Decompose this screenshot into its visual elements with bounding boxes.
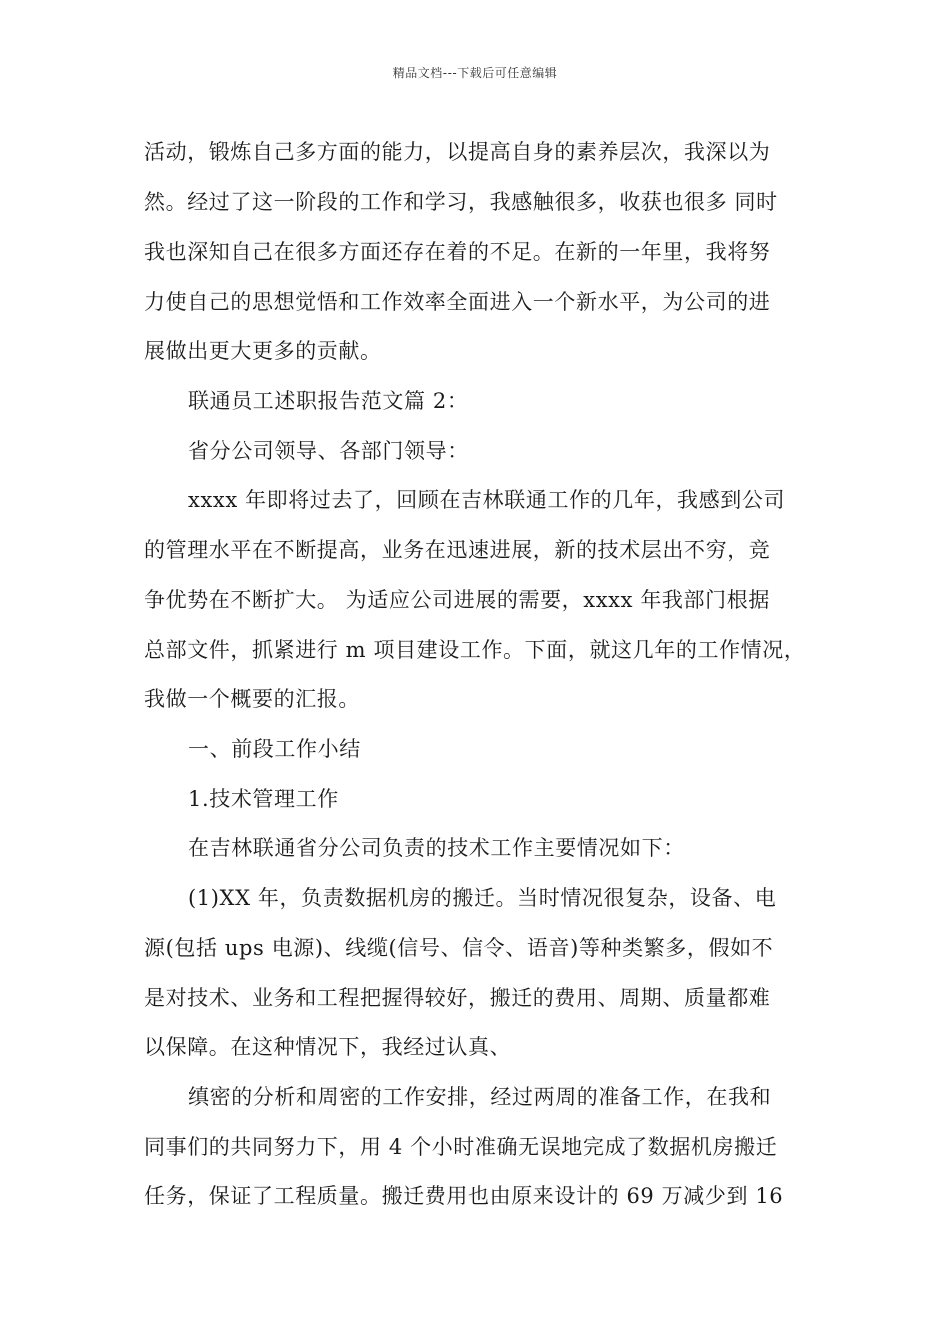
- text-line: 源(包括 ups 电源)、线缆(信号、信令、语音)等种类繁多，假如不: [144, 936, 774, 960]
- text-line: 缜密的分析和周密的工作安排，经过两周的准备工作，在我和: [188, 1085, 772, 1109]
- text-line: 然。经过了这一阶段的工作和学习，我感触很多，收获也很多 同时: [144, 190, 778, 214]
- text-line: 1.技术管理工作: [188, 787, 339, 811]
- text-line: 一、前段工作小结: [188, 737, 361, 761]
- text-line: 我做一个概要的汇报。: [144, 687, 360, 711]
- text-line: 的管理水平在不断提高，业务在迅速进展，新的技术层出不穷，竞: [144, 538, 771, 562]
- page-header: 精品文档---下载后可任意编辑: [392, 66, 558, 80]
- text-line: (1)XX 年，负责数据机房的搬迁。当时情况很复杂，设备、电: [188, 886, 777, 910]
- text-line: 活动，锻炼自己多方面的能力，以提高自身的素养层次，我深以为: [144, 140, 771, 164]
- text-line: 展做出更大更多的贡献。: [144, 339, 382, 363]
- text-line: 联通员工述职报告范文篇 2：: [188, 389, 469, 413]
- text-line: 争优势在不断扩大。 为适应公司进展的需要，xxxx 年我部门根据: [144, 588, 770, 612]
- text-line: xxxx 年即将过去了，回顾在吉林联通工作的几年，我感到公司: [188, 488, 786, 512]
- text-line: 力使自己的思想觉悟和工作效率全面进入一个新水平，为公司的进: [144, 290, 771, 314]
- text-line: 总部文件，抓紧进行 m 项目建设工作。下面，就这几年的工作情况，: [144, 638, 806, 662]
- text-line: 在吉林联通省分公司负责的技术工作主要情况如下：: [188, 836, 685, 860]
- text-line: 省分公司领导、各部门领导：: [188, 439, 469, 463]
- text-line: 我也深知自己在很多方面还存在着的不足。在新的一年里，我将努: [144, 240, 771, 264]
- text-line: 同事们的共同努力下，用 4 个小时准确无误地完成了数据机房搬迁: [144, 1135, 778, 1159]
- text-line: 是对技术、业务和工程把握得较好，搬迁的费用、周期、质量都难: [144, 986, 771, 1010]
- text-line: 任务，保证了工程质量。搬迁费用也由原来设计的 69 万减少到 16: [144, 1184, 784, 1208]
- text-line: 以保障。在这种情况下，我经过认真、: [144, 1035, 512, 1059]
